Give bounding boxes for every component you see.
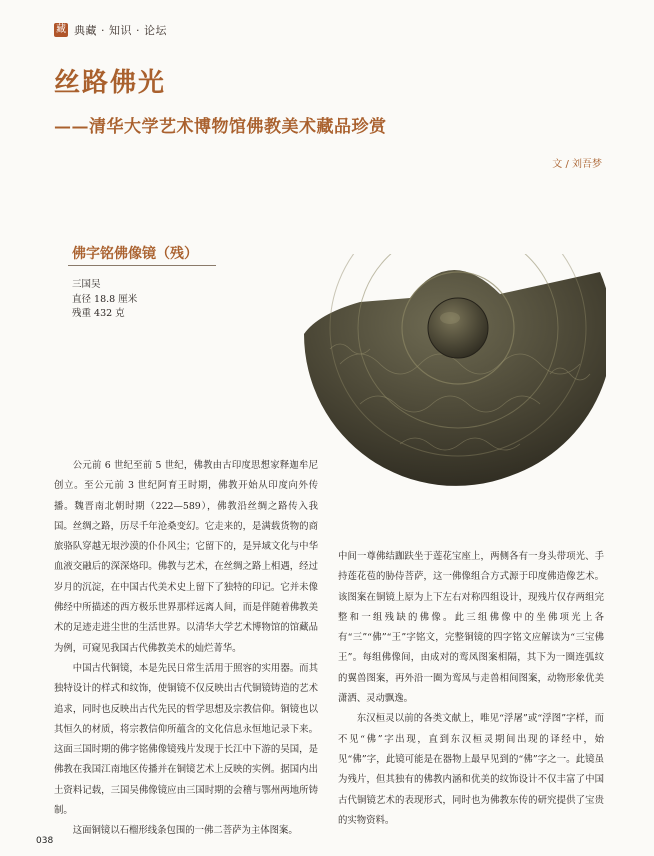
author-byline: 文 / 刘吾梦: [552, 159, 602, 170]
article-title: 丝路佛光: [54, 68, 167, 98]
divider: [68, 265, 216, 266]
page-number: 038: [36, 836, 54, 846]
bronze-mirror-image: [300, 254, 606, 490]
paragraph: 东汉桓灵以前的各类文献上，唯见“浮屠”或“浮图”字样，而不见“佛”字出现，直到东汉桓灵期间出现的译经中，始见“佛”字，此镜可能是在器物上最早见到的“佛”字之一。此镜虽为残片，但其独有的佛教内涵和优美的纹饰设计不仅丰富了中国古代铜镜艺术的表现形式，同时也为佛教东传的研究提供了宝贵的实物资料。: [338, 713, 604, 826]
body-column-right: [338, 547, 604, 831]
paragraph: 这面铜镜以石榴形线条包围的一佛二菩萨为主体图案。: [72, 825, 298, 837]
magazine-logo-icon: 藏: [56, 24, 66, 35]
paragraph: 中间一尊佛结跏趺坐于莲花宝座上，两侧各有一身头带项光、手持莲花苞的胁侍菩萨，这一佛像组合方式源于印度佛造像艺术。该图案在铜镜上原为上下左右对称四组设计，现残片仅存两组完整和一组残缺的佛像。此三组佛像中的坐佛项光上各有“三”“佛”“王”字铭文，完整铜镜的四字铭文应解读为“三宝佛王”。每组佛像间，由成对的鸾凤图案相隔，其下为一圈连弧纹的翼兽图案，再外沿一圈为鸾凤与走兽相间图案，动物形象优美潇洒、灵动飘逸。: [338, 551, 604, 705]
artifact-diameter: 直径 18.8 厘米: [72, 293, 138, 305]
paragraph: 公元前 6 世纪至前 5 世纪，佛教由古印度思想家释迦牟尼创立。至公元前 3 世纪阿育王时期，佛教开始从印度向外传播。魏晋南北朝时期（222—589），佛教沿丝绸之路传入我国。丝绸之路，历尽千年沧桑变幻。它走来的，是满载货物的商旅骆队穿越无垠沙漠的仆仆风尘；它留下的，是异域文化与中华血液交融后的深深烙印。佛教与艺术，在丝绸之路上相遇，经过岁月的沉淀，在中国古代美术史上留下了独特的印记。它并未像佛经中所描述的西方极乐世界那样远离人间，而是伴随着佛教美术的足迹走进尘世的生活世界。以清华大学艺术博物馆的馆藏品为例，可窥见我国古代佛教美术的灿烂菁华。: [54, 460, 318, 654]
section-label: 典藏 · 知识 · 论坛: [74, 24, 167, 37]
body-column-left: [54, 456, 318, 842]
section-header: [54, 22, 167, 38]
artifact-title: 佛字铭佛像镜（残）: [72, 246, 198, 262]
paragraph: 中国古代铜镜，本是先民日常生活用于照容的实用器。而其独特设计的样式和纹饰，使铜镜不仅反映出古代铜镜铸造的艺术追求，同时也反映出古代先民的哲学思想及宗教信仰。铜镜也以其恒久的材质，将宗教信仰所蕴含的文化信息永恒地记录下来。这面三国时期的佛字铭佛像镜残片发现于长江中下游的吴国，是佛教在我国江南地区传播并在铜镜艺术上反映的实例。据国内出土资料记载，三国吴佛像镜应由三国时期的会稽与鄂州两地所铸制。: [54, 662, 318, 817]
artifact-period: 三国吴: [72, 279, 101, 290]
article-subtitle: ——清华大学艺术博物馆佛教美术藏品珍赏: [54, 117, 387, 137]
artifact-meta: [72, 278, 137, 322]
artifact-weight: 残重 432 克: [72, 308, 125, 319]
